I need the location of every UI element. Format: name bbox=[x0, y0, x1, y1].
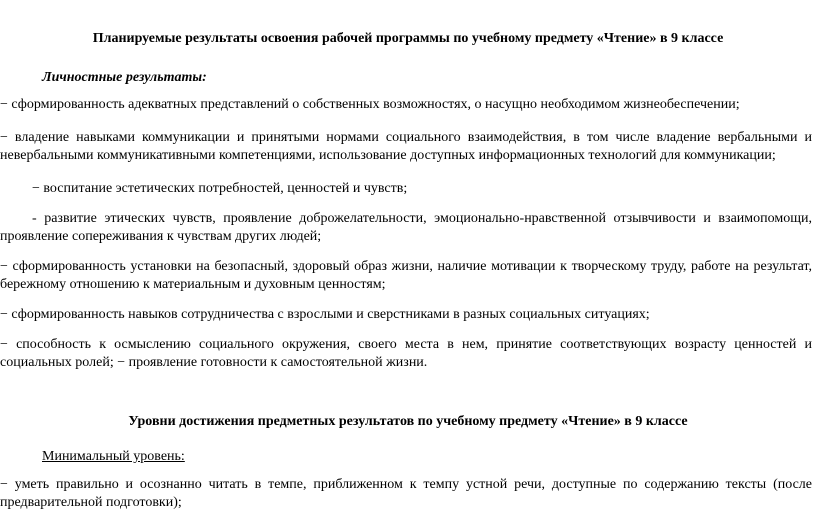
minimal-level-label: Минимальный уровень: bbox=[42, 449, 185, 464]
personal-result-item: - развитие этических чувств, проявление доброжелательности, эмоционально-нравственной отзывчивости и взаимопомощи, проявление сопереживания к чувствам других людей; bbox=[0, 211, 812, 244]
personal-results-label: Личностные результаты: bbox=[42, 70, 207, 85]
section-title: Уровни достижения предметных результатов по учебному предмету «Чтение» в 9 классе bbox=[128, 414, 688, 429]
personal-result-item: − способность к осмыслению социального окружения, своего места в нем, принятие соответствующих возрасту ценностей и социальных ролей; − проявление готовности к самостоятельной жизни. bbox=[0, 337, 812, 370]
personal-result-item: − сформированность навыков сотрудничества с взрослыми и сверстниками в разных социальных ситуациях; bbox=[0, 307, 650, 322]
minimal-level-item: − уметь правильно и осознанно читать в темпе, приближенном к темпу устной речи, доступные по содержанию тексты (после предварительной подготовки); bbox=[0, 477, 812, 510]
personal-result-item: − сформированность адекватных представлений о собственных возможностях, о насущно необходимом жизнеобеспечении; bbox=[0, 97, 740, 112]
page-title: Планируемые результаты освоения рабочей программы по учебному предмету «Чтение» в 9 классе bbox=[92, 31, 724, 46]
personal-result-item: − воспитание эстетических потребностей, ценностей и чувств; bbox=[32, 181, 408, 196]
personal-result-item: − сформированность установки на безопасный, здоровый образ жизни, наличие мотивации к творческому труду, работе на результат, бережному отношению к материальным и духовным ценностям; bbox=[0, 259, 812, 292]
personal-result-item: − владение навыками коммуникации и принятыми нормами социального взаимодействия, в том числе владение вербальными и невербальными коммуникативными компетенциями, использование доступных информационных технологий для коммуникации; bbox=[0, 130, 812, 163]
